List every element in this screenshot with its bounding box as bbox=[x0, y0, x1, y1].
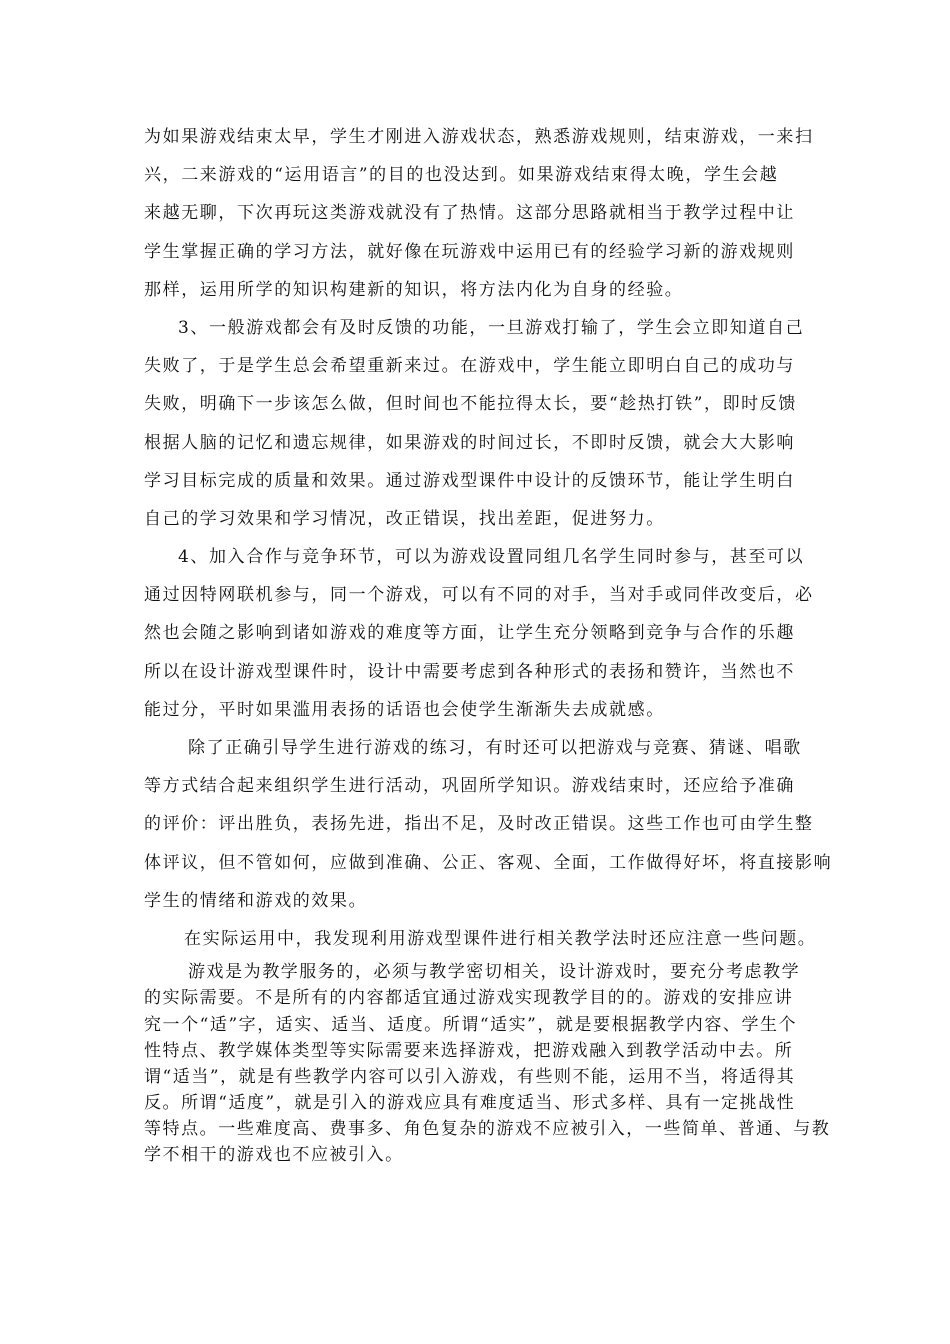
text-line: 失败了，于是学生总会希望重新来过。在游戏中，学生能立即明白自己的成功与 bbox=[144, 356, 795, 377]
text-line: 学不相干的游戏也不应被引入。 bbox=[144, 1145, 404, 1166]
text-line: 所以在设计游戏型课件时，设计中需要考虑到各种形式的表扬和赞许，当然也不 bbox=[144, 661, 795, 682]
text-line: 除了正确引导学生进行游戏的练习，有时还可以把游戏与竞赛、猜谜、唱歌 bbox=[188, 738, 802, 758]
text-line: 在实际运用中，我发现利用游戏型课件进行相关教学法时还应注意一些问题。 bbox=[184, 928, 817, 949]
paragraph-evaluation bbox=[144, 729, 833, 920]
text-line: 4、加入合作与竞争环节，可以为游戏设置同组几名学生同时参与，甚至可以 bbox=[178, 547, 805, 568]
text-line: 那样，运用所学的知识构建新的知识，将方法内化为自身的经验。 bbox=[144, 279, 684, 300]
text-line: 学生的情绪和游戏的效果。 bbox=[144, 890, 368, 911]
text-line: 自己的学习效果和学习情况，改正错误，找出差距，促进努力。 bbox=[144, 508, 665, 529]
text-line: 学习目标完成的质量和效果。通过游戏型课件中设计的反馈环节，能让学生明白 bbox=[144, 470, 795, 491]
text-line: 等特点。一些难度高、费事多、角色复杂的游戏不应被引入，一些简单、普通、与教 bbox=[144, 1119, 831, 1140]
text-line: 游戏是为教学服务的，必须与教学密切相关，设计游戏时，要充分考虑教学 bbox=[188, 962, 801, 983]
text-line: 等方式结合起来组织学生进行活动，巩固所学知识。游戏结束时，还应给予准确 bbox=[144, 776, 795, 797]
text-line: 3、一般游戏都会有及时反馈的功能，一旦游戏打输了，学生会立即知道自己 bbox=[178, 317, 805, 338]
text-line: 兴，二来游戏的“运用语言”的目的也没达到。如果游戏结束得太晚，学生会越 bbox=[144, 165, 779, 186]
paragraph-practical-issues bbox=[144, 920, 817, 958]
text-line: 谓“适当”，就是有些教学内容可以引入游戏，有些则不能，运用不当，将适得其 bbox=[144, 1066, 796, 1087]
text-line: 的实际需要。不是所有的内容都适宜通过游戏实现教学目的的。游戏的安排应讲 bbox=[144, 988, 794, 1009]
text-line: 然也会随之影响到诸如游戏的难度等方面，让学生充分领略到竞争与合作的乐趣 bbox=[144, 623, 795, 644]
document-page bbox=[144, 118, 833, 1169]
text-line: 反。所谓“适度”，就是引入的游戏应具有难度适当、形式多样、具有一定挑战性 bbox=[144, 1093, 796, 1114]
paragraph-point-3-feedback bbox=[144, 309, 808, 538]
text-line: 体评议，但不管如何，应做到准确、公正、客观、全面，工作做得好坏，将直接影响 bbox=[144, 852, 833, 873]
text-line: 通过因特网联机参与，同一个游戏，可以有不同的对手，当对手或同伴改变后，必 bbox=[144, 585, 814, 606]
text-line: 来越无聊，下次再玩这类游戏就没有了热情。这部分思路就相当于教学过程中让 bbox=[144, 203, 795, 224]
text-line: 能过分，平时如果滥用表扬的话语也会使学生渐渐失去成就感。 bbox=[144, 699, 665, 720]
text-line: 为如果游戏结束太早，学生才刚进入游戏状态，熟悉游戏规则，结束游戏，一来扫 bbox=[144, 127, 814, 147]
text-line: 的评价：评出胜负，表扬先进，指出不足，及时改正错误。这些工作也可由学生整 bbox=[144, 814, 814, 835]
paragraph-teaching-service bbox=[144, 959, 831, 1169]
paragraph-point-4-cooperation bbox=[144, 538, 814, 729]
text-line: 究一个“适”字，适实、适当、适度。所谓“适实”，就是要根据教学内容、学生个 bbox=[144, 1014, 798, 1035]
text-line: 学生掌握正确的学习方法，就好像在玩游戏中运用已有的经验学习新的游戏规则 bbox=[144, 241, 795, 262]
paragraph-game-ending-timing bbox=[144, 118, 814, 309]
text-line: 根据人脑的记忆和遗忘规律，如果游戏的时间过长，不即时反馈，就会大大影响 bbox=[144, 432, 795, 453]
text-line: 性特点、教学媒体类型等实际需要来选择游戏，把游戏融入到教学活动中去。所 bbox=[144, 1040, 794, 1061]
text-line: 失败，明确下一步该怎么做，但时间也不能拉得太长，要“趁热打铁”，即时反馈 bbox=[144, 394, 797, 415]
